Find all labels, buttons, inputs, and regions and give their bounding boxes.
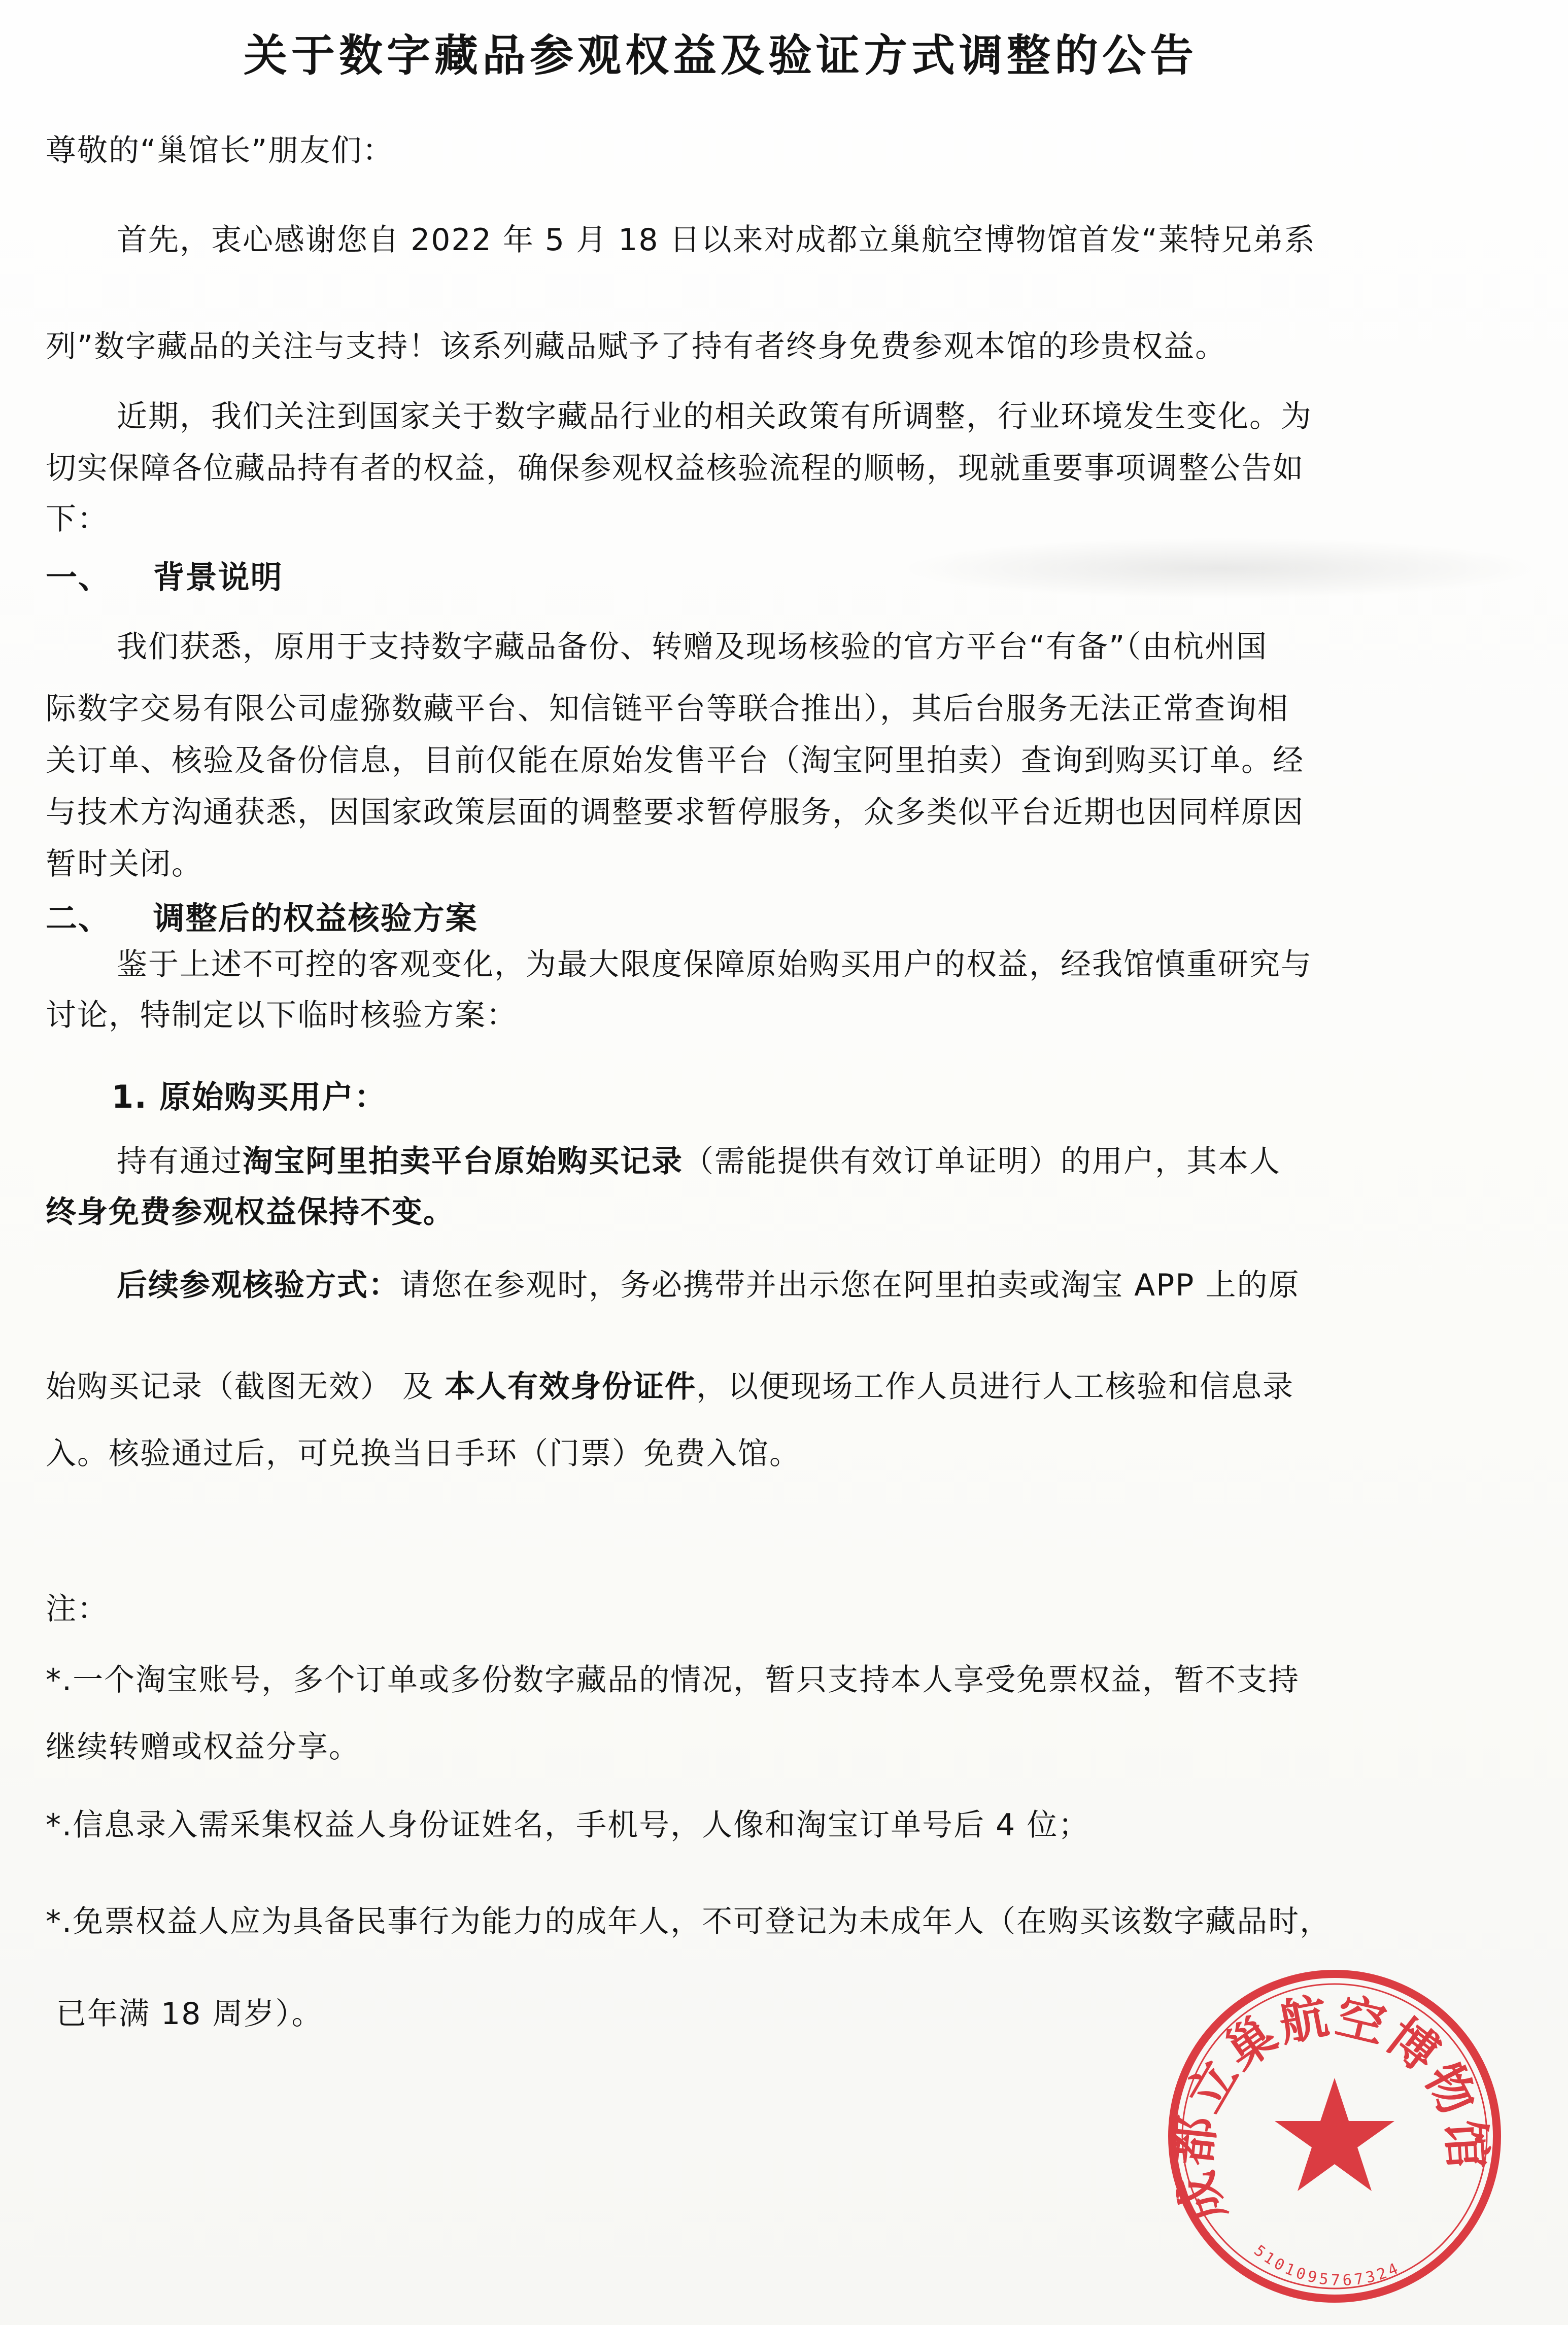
note-2: *.信息录入需采集权益人身份证姓名，手机号，人像和淘宝订单号后 4 位；: [46, 1807, 1090, 1843]
item-1-paragraph-2: [46, 1268, 1300, 1472]
section-2-heading: [46, 893, 478, 938]
page-title: 关于数字藏品参观权益及验证方式调整的公告: [244, 30, 1198, 81]
greeting: 尊敬的“巢馆长”朋友们：: [46, 133, 394, 168]
section-1-line-3: 关订单、核验及备份信息，目前仅能在原始发售平台（淘宝阿里拍卖）查询到购买订单。经: [46, 743, 1304, 778]
section-1-line-1: 我们获悉，原用于支持数字藏品备份、转赠及现场核验的官方平台“有备”（由杭州国: [117, 629, 1268, 665]
note-3: [46, 1904, 1331, 2032]
note-3-line-1: *.免票权益人应为具备民事行为能力的成年人，不可登记为未成年人（在购买该数字藏品时，: [46, 1904, 1332, 1939]
notes-label: 注：: [46, 1591, 109, 1627]
item-1-p2-line-2a: 始购买记录（截图无效） 及: [46, 1369, 445, 1405]
seal-code: 5101095767324: [1250, 2241, 1404, 2290]
scan-artifact: [903, 538, 1538, 599]
item-1-p1-c: （需能提供有效订单证明）的用户，其本人: [683, 1144, 1281, 1179]
item-1-heading: 1. 原始购买用户：: [112, 1078, 387, 1115]
section-1-heading: [46, 552, 283, 597]
intro-line-2: 列”数字藏品的关注与支持！该系列藏品赋予了持有者终身免费参观本馆的珍贵权益。: [46, 329, 1227, 364]
item-1-p1-bold: 淘宝阿里拍卖平台原始购买记录: [243, 1144, 683, 1179]
note-1-line-2: 继续转赠或权益分享。: [46, 1729, 360, 1765]
section-2-body: [46, 947, 1312, 1033]
section-2-title: 调整后的权益核验方案: [153, 900, 478, 937]
item-1-p1-line-1: [46, 1144, 1281, 1179]
section-2-line-1: 鉴于上述不可控的客观变化，为最大限度保障原始购买用户的权益，经我馆慎重研究与: [117, 947, 1312, 982]
section-1-body: [46, 629, 1304, 882]
item-1-p2-label: 后续参观核验方式：: [117, 1268, 400, 1303]
official-seal: [1157, 1959, 1512, 2314]
note-1-line-1: *.一个淘宝账号，多个订单或多份数字藏品的情况，暂只支持本人享受免票权益，暂不支持: [46, 1662, 1300, 1698]
item-1-p1-a: 持有通过: [117, 1144, 243, 1179]
item-1-p2-line-1: [46, 1268, 1300, 1303]
item-1-p2-line-3: 入。核验通过后，可兑换当日手环（门票）免费入馆。: [46, 1436, 801, 1472]
seal-name: 成都立巢航空博物馆: [1164, 1987, 1496, 2230]
recent-line-3: 下：: [46, 501, 109, 537]
item-1-p2-text: 请您在参观时，务必携带并出示您在阿里拍卖或淘宝 APP 上的原: [400, 1268, 1300, 1303]
note-1: [46, 1662, 1300, 1765]
note-3-line-2: 已年满 18 周岁）。: [56, 1996, 323, 2032]
star-icon: [1275, 2078, 1394, 2191]
section-2-line-2: 讨论，特制定以下临时核验方案：: [46, 998, 518, 1033]
item-1-p2-line-2c: ，以便现场工作人员进行人工核验和信息录: [696, 1369, 1294, 1405]
section-1-line-4: 与技术方沟通获悉，因国家政策层面的调整要求暂停服务，众多类似平台近期也因同样原因: [46, 795, 1304, 830]
section-1-number: 一、: [46, 559, 111, 596]
item-1-paragraph-1: [46, 1144, 1281, 1230]
intro-line-1: 首先，衷心感谢您自 2022 年 5 月 18 日以来对成都立巢航空博物馆首发“莱特兄弟系: [117, 222, 1316, 258]
section-2-number: 二、: [46, 900, 111, 937]
recent-line-1: 近期，我们关注到国家关于数字藏品行业的相关政策有所调整，行业环境发生变化。为: [117, 399, 1312, 434]
recent-paragraph: [46, 399, 1312, 537]
recent-line-2: 切实保障各位藏品持有者的权益，确保参观权益核验流程的顺畅，现就重要事项调整公告如: [46, 451, 1304, 486]
section-1-title: 背景说明: [153, 559, 283, 596]
section-1-line-2: 际数字交易有限公司虚猕数藏平台、知信链平台等联合推出），其后台服务无法正常查询相: [46, 691, 1289, 727]
item-1-p2-line-2: [46, 1369, 1300, 1405]
item-1-p1-line-2: 终身免费参观权益保持不变。: [46, 1194, 455, 1230]
item-1-p2-line-2b: 本人有效身份证件: [445, 1369, 697, 1405]
section-1-line-5: 暂时关闭。: [46, 846, 203, 882]
